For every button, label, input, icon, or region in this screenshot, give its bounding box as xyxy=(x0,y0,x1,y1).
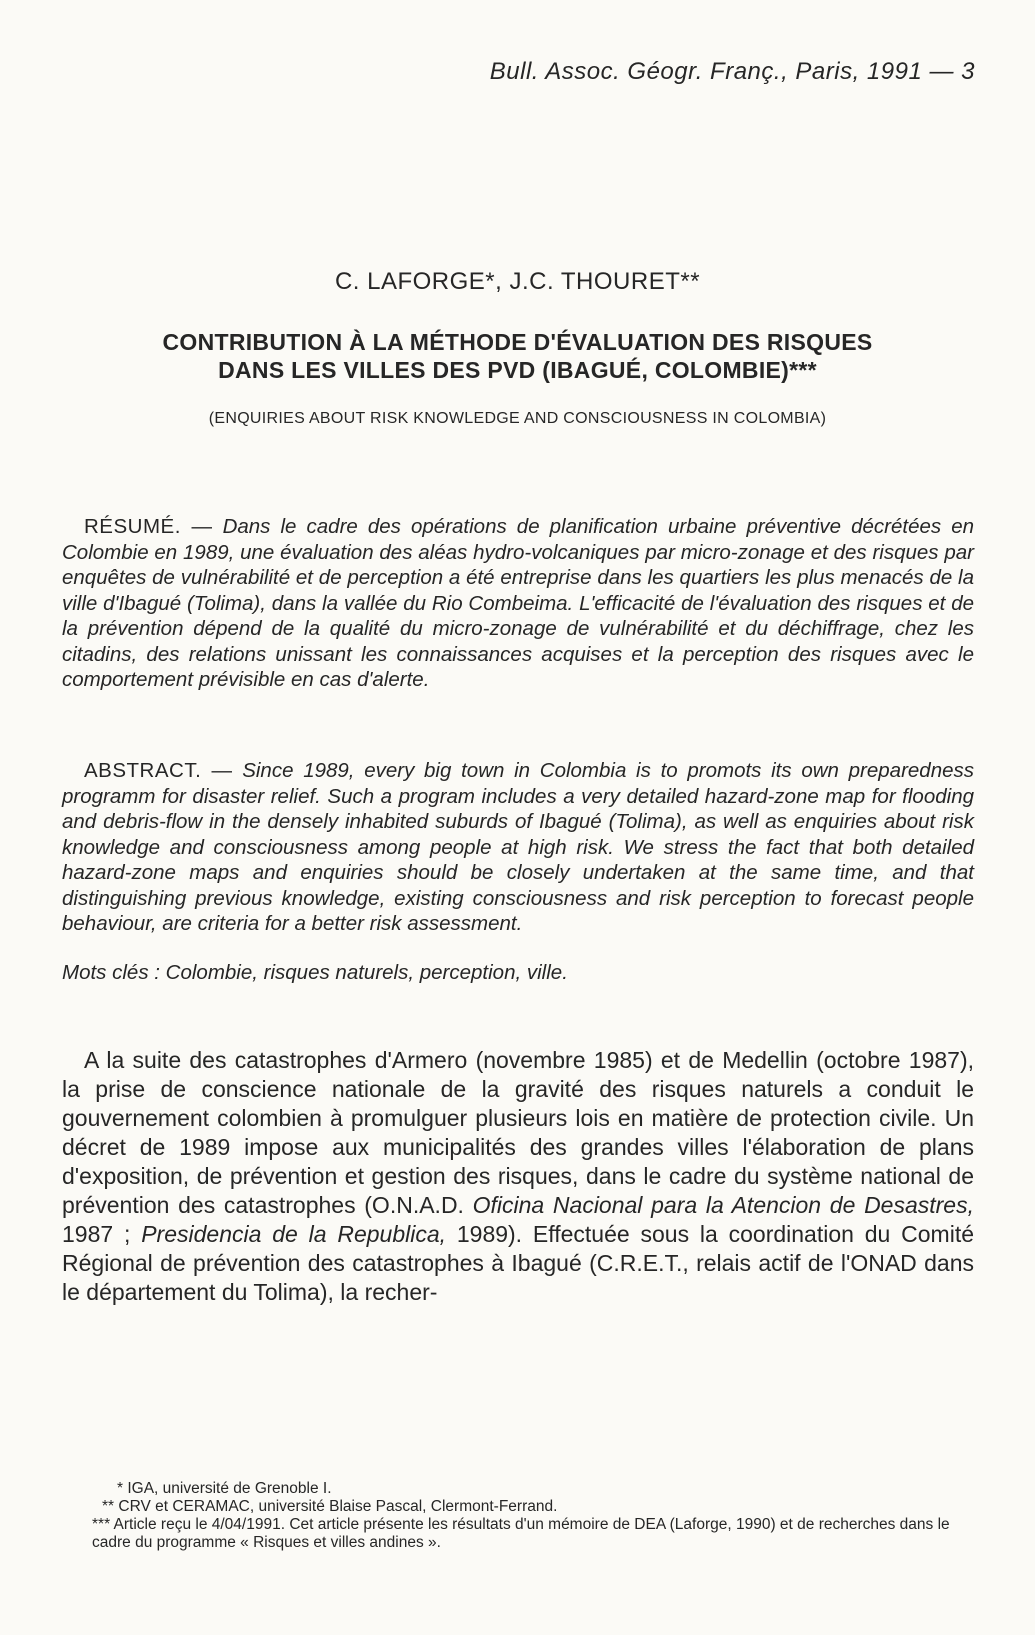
title-line-1: CONTRIBUTION À LA MÉTHODE D'ÉVALUATION DES RISQUES xyxy=(162,329,873,355)
footnote-3: *** Article reçu le 4/04/1991. Cet article présente les résultats d'un mémoire de DEA (Laforge, 1990) et de recherches dans le cadre du programme « Risques et villes andines ». xyxy=(92,1516,950,1551)
resume-text: Dans le cadre des opérations de planification urbaine préventive décrétées en Colombie en 1989, une évaluation des aléas hydro-volcaniques par micro-zonage et des risques par enquêtes de vulnérabilité et de perception a été entreprise dans les quartiers les plus menacés de la ville d'Ibagué (Tolima), dans la vallée du Rio Combeima. L'efficacité de l'évaluation des risques et de la prévention dépend de la qualité du micro-zonage de vulnérabilité et du déchiffrage, chez les citadins, des relations unissant les connaissances acquises et la perception des risques avec le comportement prévisible en cas d'alerte. xyxy=(62,515,974,691)
footnote-2: ** CRV et CERAMAC, université Blaise Pascal, Clermont-Ferrand. xyxy=(102,1498,558,1515)
abstract-label: ABSTRACT. — xyxy=(84,759,233,782)
resume-paragraph xyxy=(62,514,974,693)
title-line-2: DANS LES VILLES DES PVD (IBAGUÉ, COLOMBIE)*** xyxy=(218,357,817,383)
article-title xyxy=(60,328,975,384)
body-citation-1: Oficina Nacional para la Atencion de Desastres, xyxy=(472,1192,974,1218)
body-text-part-1: A la suite des catastrophes d'Armero (novembre 1985) et de Medellin (octobre 1987), la prise de conscience nationale de la gravité des risques naturels a conduit le gouvernement colombien à promulguer plusieurs lois en matière de protection civile. Un décret de 1989 impose aux municipalités des grandes villes l'élaboration de plans d'exposition, de prévention et gestion des risques, dans le cadre du système national de prévention des catastrophes (O.N.A.D. xyxy=(62,1047,974,1218)
body-paragraph xyxy=(62,1046,974,1307)
footnotes xyxy=(62,1480,974,1552)
resume-label: RÉSUMÉ. — xyxy=(84,515,213,538)
abstract-text: Since 1989, every big town in Colombia is to promots its own preparedness programm for disaster relief. Such a program includes a very detailed hazard-zone map for flooding and debris-flow in the densely inhabited suburds of Ibagué (Tolima), as well as enquiries about risk knowledge and consciousness among people at high risk. We stress the fact that both detailed hazard-zone maps and enquiries should be closely undertaken at the same time, and that distinguishing previous knowledge, existing consciousness and risk perception to forecast people behaviour, are criteria for a better risk assessment. xyxy=(62,759,975,935)
keywords: Mots clés : Colombie, risques naturels, perception, ville. xyxy=(62,961,568,984)
authors: C. LAFORGE*, J.C. THOURET** xyxy=(334,268,701,295)
body-text-part-3: 1989). Effectuée sous la coordination du Comité Régional de prévention des catastrophes à Ibagué (C.R.E.T., relais actif de l'ONAD dans le département du Tolima), la recher- xyxy=(62,1221,975,1305)
running-head: Bull. Assoc. Géogr. Franç., Paris, 1991 — 3 xyxy=(489,58,975,85)
footnote-1: * IGA, université de Grenoble I. xyxy=(117,1480,332,1497)
article-subtitle: (ENQUIRIES ABOUT RISK KNOWLEDGE AND CONSCIOUSNESS IN COLOMBIA) xyxy=(208,410,827,427)
body-text-part-2: 1987 ; xyxy=(62,1221,142,1247)
body-citation-2: Presidencia de la Republica, xyxy=(141,1221,447,1247)
abstract-paragraph xyxy=(62,758,974,937)
